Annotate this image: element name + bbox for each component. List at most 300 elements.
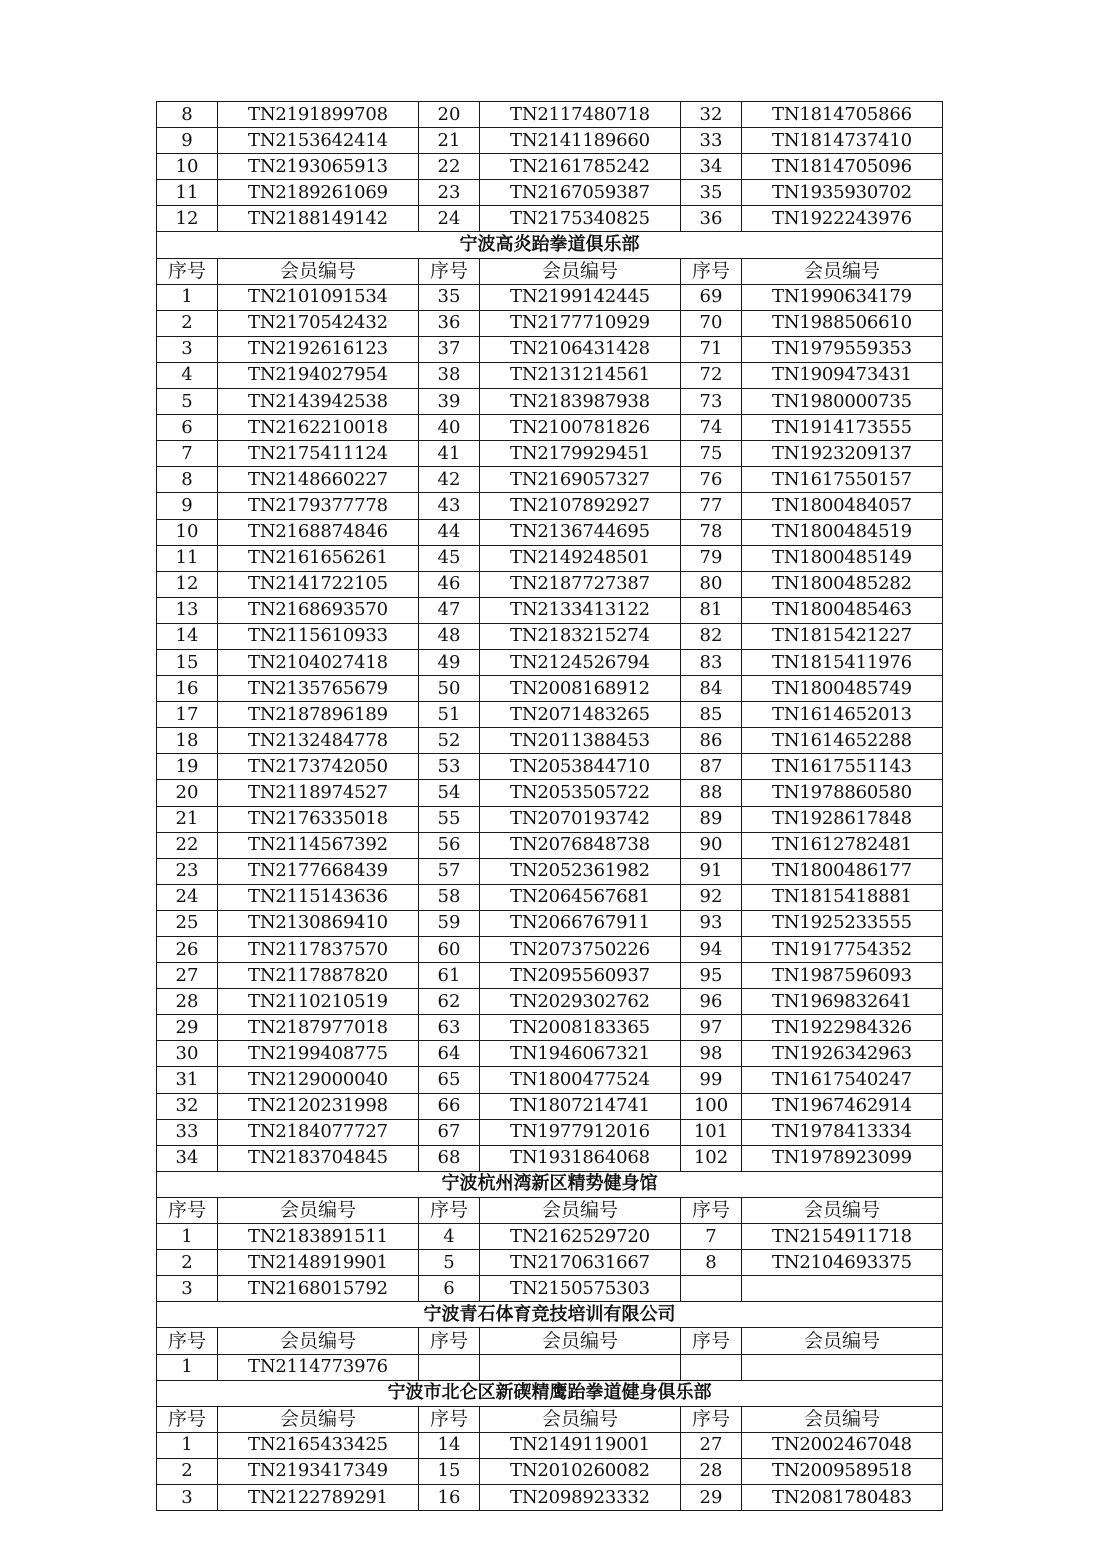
seq-cell: 23 (157, 858, 218, 884)
seq-cell: 33 (157, 1119, 218, 1145)
member-no-cell: TN1800484057 (742, 493, 943, 519)
seq-cell: 35 (681, 180, 742, 206)
member-no-cell: TN1987596093 (742, 963, 943, 989)
member-no-cell: TN2011388453 (480, 728, 681, 754)
table-row (157, 467, 943, 493)
table-row (157, 1250, 943, 1276)
seq-cell: 15 (419, 1458, 480, 1484)
table-row (157, 858, 943, 884)
seq-cell: 32 (681, 102, 742, 128)
seq-cell: 14 (419, 1432, 480, 1458)
seq-cell: 63 (419, 1015, 480, 1041)
seq-cell: 12 (157, 206, 218, 232)
seq-cell: 20 (419, 102, 480, 128)
member-no-cell: TN2053505722 (480, 780, 681, 806)
member-no-cell: TN2117837570 (218, 937, 419, 963)
member-no-cell: TN1917754352 (742, 937, 943, 963)
member-no-header: 会员编号 (742, 258, 943, 284)
member-no-cell: TN2187977018 (218, 1015, 419, 1041)
seq-cell: 6 (157, 415, 218, 441)
table-row (157, 336, 943, 362)
seq-cell: 16 (157, 676, 218, 702)
seq-cell: 52 (419, 728, 480, 754)
member-no-cell: TN1814705096 (742, 154, 943, 180)
member-no-cell: TN1800485749 (742, 676, 943, 702)
seq-cell: 10 (157, 154, 218, 180)
member-no-cell: TN2002467048 (742, 1432, 943, 1458)
seq-cell: 79 (681, 545, 742, 571)
member-no-cell: TN1978860580 (742, 780, 943, 806)
seq-cell: 77 (681, 493, 742, 519)
seq-cell: 84 (681, 676, 742, 702)
table-row (157, 1224, 943, 1250)
member-no-cell: TN1612782481 (742, 832, 943, 858)
member-no-cell: TN1977912016 (480, 1119, 681, 1145)
seq-cell: 66 (419, 1093, 480, 1119)
seq-cell: 11 (157, 180, 218, 206)
seq-header: 序号 (157, 258, 218, 284)
seq-cell: 1 (157, 1432, 218, 1458)
seq-cell: 28 (157, 989, 218, 1015)
member-no-cell: TN2170542432 (218, 310, 419, 336)
member-no-cell: TN1800486177 (742, 858, 943, 884)
table-row (157, 545, 943, 571)
seq-cell: 82 (681, 623, 742, 649)
seq-cell: 85 (681, 702, 742, 728)
member-no-header: 会员编号 (742, 1197, 943, 1223)
member-no-cell (480, 1354, 681, 1380)
seq-cell: 68 (419, 1145, 480, 1171)
table-row (157, 519, 943, 545)
seq-cell: 29 (681, 1484, 742, 1510)
seq-cell: 16 (419, 1484, 480, 1510)
column-header-row (157, 1328, 943, 1354)
member-no-cell: TN2194027954 (218, 362, 419, 388)
member-no-cell: TN2148919901 (218, 1250, 419, 1276)
club-title: 宁波杭州湾新区精势健身馆 (157, 1171, 943, 1197)
member-no-cell: TN1926342963 (742, 1041, 943, 1067)
member-no-cell: TN1814737410 (742, 128, 943, 154)
member-no-cell: TN2115610933 (218, 623, 419, 649)
table-row (157, 937, 943, 963)
seq-cell: 47 (419, 597, 480, 623)
table-row (157, 362, 943, 388)
club-title: 宁波青石体育竞技培训有限公司 (157, 1302, 943, 1328)
seq-cell: 80 (681, 571, 742, 597)
member-no-cell: TN2115143636 (218, 884, 419, 910)
member-no-cell: TN2183215274 (480, 623, 681, 649)
seq-cell: 41 (419, 441, 480, 467)
seq-cell: 70 (681, 310, 742, 336)
seq-cell: 12 (157, 571, 218, 597)
member-no-cell: TN1617540247 (742, 1067, 943, 1093)
seq-cell (419, 1354, 480, 1380)
member-no-cell: TN2066767911 (480, 910, 681, 936)
table-row (157, 806, 943, 832)
member-no-cell: TN2107892927 (480, 493, 681, 519)
seq-cell: 9 (157, 493, 218, 519)
member-no-cell: TN2114567392 (218, 832, 419, 858)
member-no-header: 会员编号 (218, 258, 419, 284)
seq-cell: 56 (419, 832, 480, 858)
seq-cell: 49 (419, 649, 480, 675)
member-no-cell: TN2161785242 (480, 154, 681, 180)
member-no-cell: TN2009589518 (742, 1458, 943, 1484)
seq-header: 序号 (419, 1406, 480, 1432)
member-no-cell: TN2193065913 (218, 154, 419, 180)
seq-cell: 1 (157, 284, 218, 310)
seq-cell: 8 (157, 467, 218, 493)
seq-cell: 75 (681, 441, 742, 467)
member-no-cell: TN1935930702 (742, 180, 943, 206)
club-title: 宁波市北仑区新碶精鹰跆拳道健身俱乐部 (157, 1380, 943, 1406)
member-no-cell: TN2193417349 (218, 1458, 419, 1484)
member-no-cell: TN1814705866 (742, 102, 943, 128)
seq-cell: 5 (419, 1250, 480, 1276)
seq-header: 序号 (681, 1197, 742, 1223)
seq-cell: 48 (419, 623, 480, 649)
member-no-cell: TN2168693570 (218, 597, 419, 623)
seq-cell: 10 (157, 519, 218, 545)
member-no-cell: TN2064567681 (480, 884, 681, 910)
member-no-header: 会员编号 (480, 258, 681, 284)
seq-cell: 95 (681, 963, 742, 989)
seq-cell: 62 (419, 989, 480, 1015)
seq-header: 序号 (681, 1406, 742, 1432)
member-no-cell: TN2073750226 (480, 937, 681, 963)
member-no-cell: TN2153642414 (218, 128, 419, 154)
seq-cell: 33 (681, 128, 742, 154)
member-no-cell: TN2183987938 (480, 389, 681, 415)
member-no-cell: TN1931864068 (480, 1145, 681, 1171)
seq-cell: 1 (157, 1224, 218, 1250)
seq-cell: 1 (157, 1354, 218, 1380)
member-no-cell: TN2104027418 (218, 649, 419, 675)
seq-cell: 11 (157, 545, 218, 571)
seq-cell: 32 (157, 1093, 218, 1119)
member-no-cell: TN2114773976 (218, 1354, 419, 1380)
seq-cell: 27 (157, 963, 218, 989)
member-no-cell: TN1978923099 (742, 1145, 943, 1171)
member-no-cell: TN2071483265 (480, 702, 681, 728)
member-no-cell: TN2184077727 (218, 1119, 419, 1145)
seq-cell: 54 (419, 780, 480, 806)
member-no-cell: TN2008168912 (480, 676, 681, 702)
seq-header: 序号 (157, 1406, 218, 1432)
member-no-header: 会员编号 (742, 1328, 943, 1354)
seq-cell: 36 (681, 206, 742, 232)
member-no-cell: TN2187896189 (218, 702, 419, 728)
seq-cell: 89 (681, 806, 742, 832)
member-no-header: 会员编号 (218, 1328, 419, 1354)
table-row (157, 1458, 943, 1484)
seq-cell: 8 (681, 1250, 742, 1276)
member-no-cell: TN2183891511 (218, 1224, 419, 1250)
member-no-cell: TN2135765679 (218, 676, 419, 702)
table-row (157, 963, 943, 989)
seq-cell: 55 (419, 806, 480, 832)
seq-cell: 93 (681, 910, 742, 936)
table-row (157, 884, 943, 910)
table-row (157, 102, 943, 128)
seq-cell: 8 (157, 102, 218, 128)
table-row (157, 1067, 943, 1093)
member-no-cell (742, 1354, 943, 1380)
member-no-cell: TN2199408775 (218, 1041, 419, 1067)
table-row (157, 1354, 943, 1380)
club-title: 宁波高炎跆拳道俱乐部 (157, 232, 943, 258)
seq-cell: 22 (157, 832, 218, 858)
seq-cell: 74 (681, 415, 742, 441)
member-no-cell: TN1800484519 (742, 519, 943, 545)
seq-cell: 44 (419, 519, 480, 545)
seq-cell: 57 (419, 858, 480, 884)
member-no-cell: TN1980000735 (742, 389, 943, 415)
member-no-cell: TN1925233555 (742, 910, 943, 936)
table-row (157, 910, 943, 936)
seq-cell: 5 (157, 389, 218, 415)
member-no-cell: TN2175411124 (218, 441, 419, 467)
member-no-cell: TN2199142445 (480, 284, 681, 310)
table-row (157, 623, 943, 649)
table-row (157, 780, 943, 806)
member-no-cell: TN2170631667 (480, 1250, 681, 1276)
seq-cell: 19 (157, 754, 218, 780)
member-no-cell: TN2187727387 (480, 571, 681, 597)
member-no-cell: TN2177668439 (218, 858, 419, 884)
member-no-cell: TN1946067321 (480, 1041, 681, 1067)
seq-cell: 31 (157, 1067, 218, 1093)
member-no-cell: TN1990634179 (742, 284, 943, 310)
member-no-cell: TN2133413122 (480, 597, 681, 623)
member-no-cell: TN2179929451 (480, 441, 681, 467)
seq-cell: 81 (681, 597, 742, 623)
member-no-cell: TN1988506610 (742, 310, 943, 336)
seq-cell: 46 (419, 571, 480, 597)
seq-cell: 35 (419, 284, 480, 310)
member-no-cell: TN1815411976 (742, 649, 943, 675)
seq-cell: 9 (157, 128, 218, 154)
seq-cell: 83 (681, 649, 742, 675)
club-title-row (157, 1171, 943, 1197)
seq-cell: 6 (419, 1276, 480, 1302)
table-row (157, 1276, 943, 1302)
member-no-cell: TN2100781826 (480, 415, 681, 441)
member-no-cell: TN2167059387 (480, 180, 681, 206)
table-row (157, 649, 943, 675)
member-no-cell: TN2191899708 (218, 102, 419, 128)
member-no-cell: TN1614652013 (742, 702, 943, 728)
member-no-cell: TN2070193742 (480, 806, 681, 832)
member-no-cell: TN2148660227 (218, 467, 419, 493)
member-no-cell: TN2117480718 (480, 102, 681, 128)
seq-cell: 29 (157, 1015, 218, 1041)
member-no-header: 会员编号 (742, 1406, 943, 1432)
table-row (157, 1015, 943, 1041)
seq-cell: 42 (419, 467, 480, 493)
member-no-header: 会员编号 (218, 1406, 419, 1432)
table-row (157, 1484, 943, 1510)
member-no-cell: TN2110210519 (218, 989, 419, 1015)
member-no-cell: TN2101091534 (218, 284, 419, 310)
member-no-cell: TN2161656261 (218, 545, 419, 571)
member-no-cell: TN2104693375 (742, 1250, 943, 1276)
seq-cell: 3 (157, 1276, 218, 1302)
seq-cell: 72 (681, 362, 742, 388)
member-no-cell: TN2176335018 (218, 806, 419, 832)
table-row (157, 832, 943, 858)
member-no-cell: TN1815421227 (742, 623, 943, 649)
member-no-cell: TN1978413334 (742, 1119, 943, 1145)
seq-cell: 21 (157, 806, 218, 832)
seq-cell: 17 (157, 702, 218, 728)
member-no-cell: TN2168015792 (218, 1276, 419, 1302)
seq-cell: 2 (157, 1458, 218, 1484)
seq-cell: 45 (419, 545, 480, 571)
seq-cell: 61 (419, 963, 480, 989)
member-no-cell: TN2136744695 (480, 519, 681, 545)
member-no-cell: TN1614652288 (742, 728, 943, 754)
seq-cell: 30 (157, 1041, 218, 1067)
seq-cell: 91 (681, 858, 742, 884)
member-no-cell: TN1800485282 (742, 571, 943, 597)
member-no-cell: TN2120231998 (218, 1093, 419, 1119)
seq-cell: 69 (681, 284, 742, 310)
member-no-header: 会员编号 (218, 1197, 419, 1223)
member-no-cell: TN1923209137 (742, 441, 943, 467)
member-no-cell: TN1969832641 (742, 989, 943, 1015)
member-no-cell: TN2177710929 (480, 310, 681, 336)
member-no-cell: TN2168874846 (218, 519, 419, 545)
seq-cell: 36 (419, 310, 480, 336)
member-no-cell: TN2173742050 (218, 754, 419, 780)
member-no-cell: TN1617550157 (742, 467, 943, 493)
table-row (157, 571, 943, 597)
seq-cell: 92 (681, 884, 742, 910)
member-no-cell: TN2132484778 (218, 728, 419, 754)
seq-cell: 22 (419, 154, 480, 180)
table-row (157, 676, 943, 702)
column-header-row (157, 1406, 943, 1432)
member-no-cell: TN2165433425 (218, 1432, 419, 1458)
member-no-cell: TN1967462914 (742, 1093, 943, 1119)
member-no-cell: TN2179377778 (218, 493, 419, 519)
club-title-row (157, 1302, 943, 1328)
seq-cell: 90 (681, 832, 742, 858)
seq-cell: 3 (157, 336, 218, 362)
member-no-cell: TN2175340825 (480, 206, 681, 232)
table-row (157, 154, 943, 180)
seq-cell: 87 (681, 754, 742, 780)
member-no-cell: TN1815418881 (742, 884, 943, 910)
seq-cell: 67 (419, 1119, 480, 1145)
seq-cell: 53 (419, 754, 480, 780)
seq-cell: 58 (419, 884, 480, 910)
seq-cell: 73 (681, 389, 742, 415)
seq-cell: 78 (681, 519, 742, 545)
member-no-cell: TN2150575303 (480, 1276, 681, 1302)
seq-cell: 18 (157, 728, 218, 754)
member-no-cell: TN2141189660 (480, 128, 681, 154)
member-no-cell: TN1928617848 (742, 806, 943, 832)
member-no-cell: TN1807214741 (480, 1093, 681, 1119)
member-no-cell: TN2076848738 (480, 832, 681, 858)
member-no-cell: TN2122789291 (218, 1484, 419, 1510)
member-no-cell: TN2149248501 (480, 545, 681, 571)
table-row (157, 389, 943, 415)
member-no-cell: TN1800485463 (742, 597, 943, 623)
seq-header: 序号 (681, 258, 742, 284)
table-row (157, 180, 943, 206)
seq-cell: 43 (419, 493, 480, 519)
column-header-row (157, 258, 943, 284)
member-no-cell: TN1979559353 (742, 336, 943, 362)
table-row (157, 1432, 943, 1458)
member-no-cell: TN2192616123 (218, 336, 419, 362)
seq-header: 序号 (419, 1197, 480, 1223)
seq-cell: 94 (681, 937, 742, 963)
member-no-cell: TN2118974527 (218, 780, 419, 806)
member-no-header: 会员编号 (480, 1197, 681, 1223)
member-no-cell: TN2106431428 (480, 336, 681, 362)
seq-cell: 98 (681, 1041, 742, 1067)
member-no-cell: TN2188149142 (218, 206, 419, 232)
seq-cell: 25 (157, 910, 218, 936)
table-row (157, 206, 943, 232)
seq-cell: 14 (157, 623, 218, 649)
table-row (157, 128, 943, 154)
table-row (157, 989, 943, 1015)
seq-cell: 26 (157, 937, 218, 963)
table-row (157, 493, 943, 519)
table-row (157, 754, 943, 780)
seq-cell: 39 (419, 389, 480, 415)
seq-cell: 7 (157, 441, 218, 467)
member-no-cell: TN2124526794 (480, 649, 681, 675)
seq-header: 序号 (419, 258, 480, 284)
table-row (157, 1145, 943, 1171)
seq-cell: 40 (419, 415, 480, 441)
seq-cell: 64 (419, 1041, 480, 1067)
seq-cell: 96 (681, 989, 742, 1015)
member-no-cell: TN2143942538 (218, 389, 419, 415)
member-no-cell: TN2131214561 (480, 362, 681, 388)
member-no-cell: TN2130869410 (218, 910, 419, 936)
table-row (157, 310, 943, 336)
seq-header: 序号 (681, 1328, 742, 1354)
member-no-cell: TN2141722105 (218, 571, 419, 597)
seq-cell: 100 (681, 1093, 742, 1119)
seq-cell: 38 (419, 362, 480, 388)
seq-cell: 28 (681, 1458, 742, 1484)
seq-cell: 76 (681, 467, 742, 493)
seq-cell: 21 (419, 128, 480, 154)
seq-cell: 37 (419, 336, 480, 362)
member-no-cell: TN2189261069 (218, 180, 419, 206)
seq-cell: 20 (157, 780, 218, 806)
seq-cell: 4 (419, 1224, 480, 1250)
table-row (157, 597, 943, 623)
seq-cell: 4 (157, 362, 218, 388)
member-no-cell: TN2008183365 (480, 1015, 681, 1041)
table-row (157, 702, 943, 728)
seq-cell: 51 (419, 702, 480, 728)
member-no-cell: TN1617551143 (742, 754, 943, 780)
seq-cell: 34 (681, 154, 742, 180)
member-no-cell: TN2052361982 (480, 858, 681, 884)
club-title-row (157, 232, 943, 258)
seq-cell: 97 (681, 1015, 742, 1041)
